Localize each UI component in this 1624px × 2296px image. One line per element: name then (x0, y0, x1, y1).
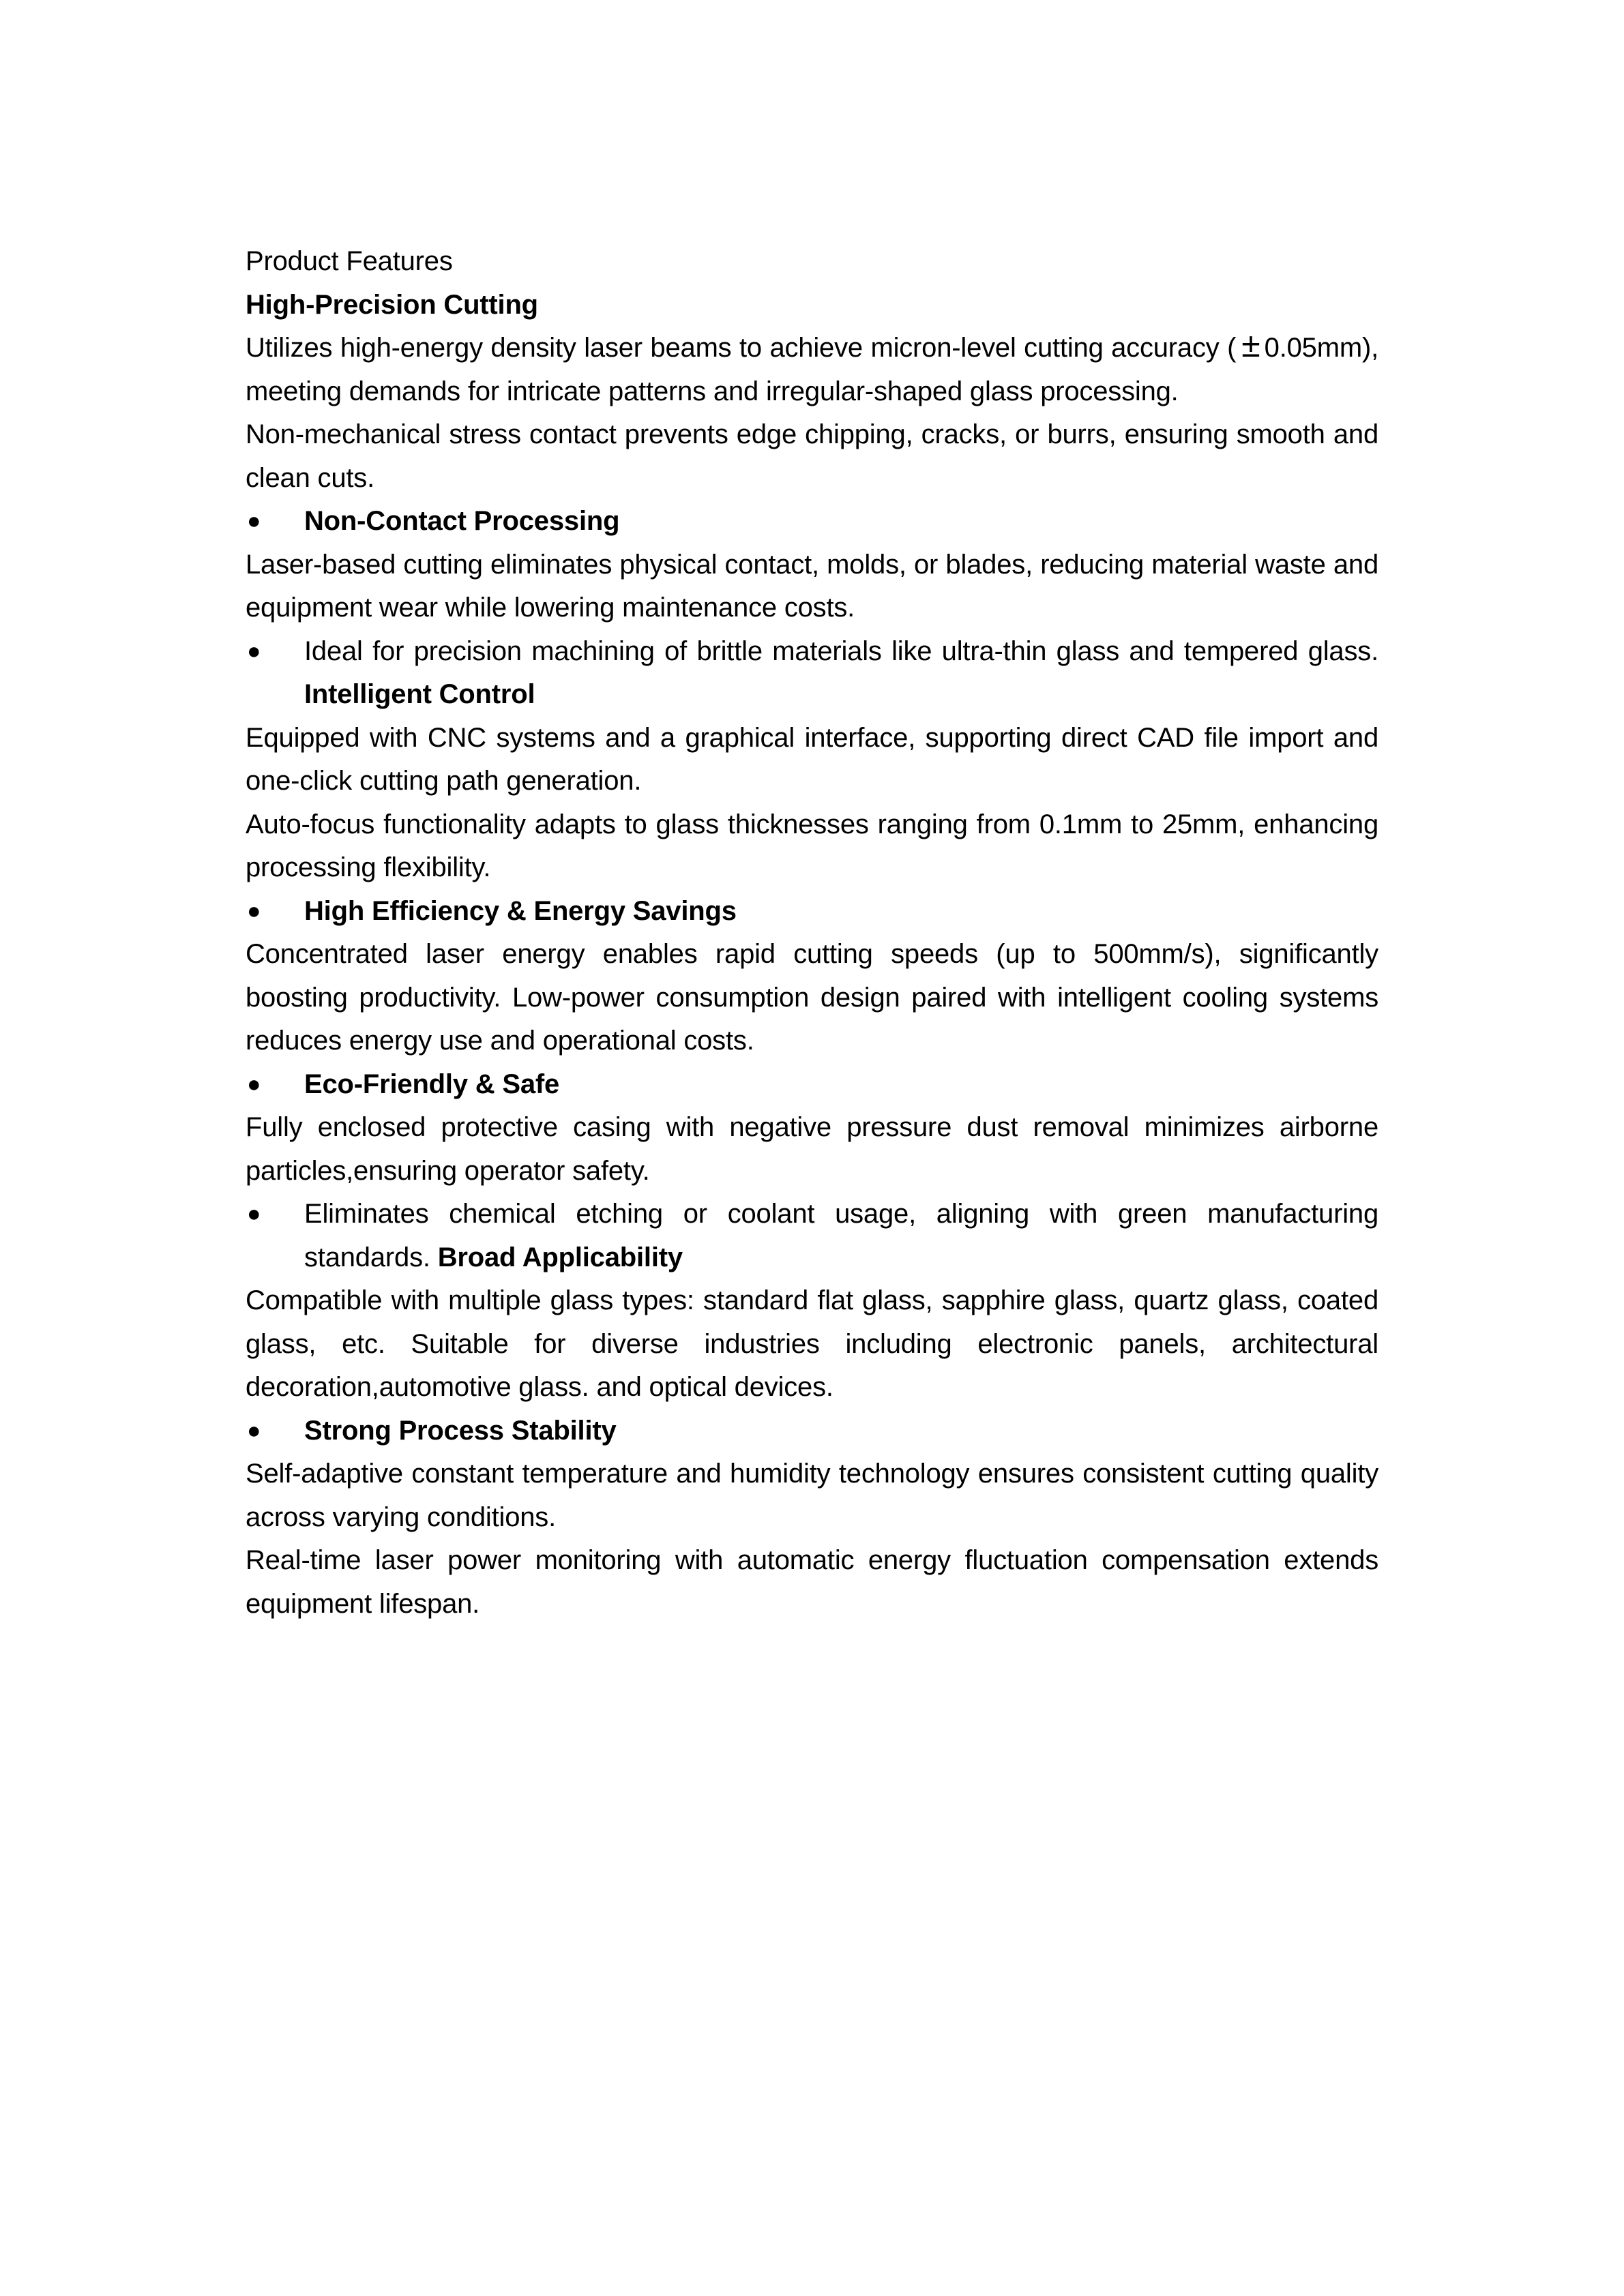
paragraph (246, 933, 1378, 1063)
paragraph (246, 1106, 1378, 1193)
paragraph (246, 1193, 1378, 1279)
paragraph (246, 284, 1378, 327)
text-run: Auto-focus functionality adapts to glass thicknesses ranging from 0.1mm to 25mm, enhancing processing flexibility. (246, 809, 1378, 882)
paragraph (246, 1452, 1378, 1539)
paragraph (246, 1410, 1378, 1453)
text-run: Non-mechanical stress contact prevents edge chipping, cracks, or burrs, ensuring smooth and clean cuts. (246, 419, 1378, 493)
text-run: Laser-based cutting eliminates physical contact, molds, or blades, reducing material waste and equipment wear while lowering maintenance costs. (246, 549, 1378, 623)
bullet-icon: ● (247, 638, 261, 664)
text-run: Self-adaptive constant temperature and humidity technology ensures consistent cutting quality across varying conditions. (246, 1459, 1378, 1532)
text-run: Fully enclosed protective casing with negative pressure dust removal minimizes airborne particles,ensuring operator safety. (246, 1112, 1378, 1186)
paragraph (246, 543, 1378, 630)
text-run: Eco-Friendly & Safe (304, 1069, 560, 1099)
document-body (246, 240, 1378, 1626)
text-run: High-Precision Cutting (246, 289, 538, 320)
text-run: Non-Contact Processing (304, 506, 620, 536)
paragraph (246, 327, 1378, 413)
text-run: Real-time laser power monitoring with automatic energy fluctuation compensation extends equipment lifespan. (246, 1545, 1378, 1619)
text-run: High Efficiency & Energy Savings (304, 895, 737, 926)
paragraph (246, 803, 1378, 890)
paragraph (246, 500, 1378, 543)
paragraph (246, 717, 1378, 803)
text-run: Compatible with multiple glass types: standard flat glass, sapphire glass, quartz glass, coated glass, etc. Suitable for diverse industries including electronic panels, architectural decoration,automotive glass. and optical devices. (246, 1285, 1378, 1402)
text-run: Concentrated laser energy enables rapid cutting speeds (up to 500mm/s), significantly boosting productivity. Low-power consumption design paired with intelligent cooling systems reduces energy use and operational costs. (246, 939, 1378, 1056)
text-run: Ideal for precision machining of brittle materials like ultra-thin glass and tempered glass. (304, 636, 1378, 666)
plus-minus-symbol: ± (1241, 326, 1260, 364)
text-run: Eliminates chemical etching or coolant usage, aligning with green manufacturing standards. (304, 1199, 1378, 1272)
bullet-icon: ● (247, 1201, 261, 1227)
text-run: Strong Process Stability (304, 1415, 617, 1446)
paragraph (246, 630, 1378, 717)
text-run: Utilizes high-energy density laser beams to achieve micron-level cutting accuracy ( (246, 333, 1237, 363)
paragraph (246, 413, 1378, 500)
text-run: Intelligent Control (304, 679, 535, 709)
paragraph (246, 240, 1378, 284)
paragraph (246, 890, 1378, 934)
text-run: 0.05mm), meeting demands for intricate patterns and irregular-shaped glass processing. (246, 333, 1378, 406)
text-run: Broad Applicability (437, 1242, 683, 1272)
paragraph (246, 1539, 1378, 1626)
bullet-icon: ● (247, 1417, 261, 1444)
bullet-icon: ● (247, 897, 261, 924)
paragraph (246, 1279, 1378, 1410)
bullet-icon: ● (247, 508, 261, 534)
bullet-icon: ● (247, 1071, 261, 1097)
text-run: Equipped with CNC systems and a graphical interface, supporting direct CAD file import and one-click cutting path generation. (246, 722, 1378, 796)
paragraph (246, 1063, 1378, 1107)
text-run: Product Features (246, 246, 453, 276)
